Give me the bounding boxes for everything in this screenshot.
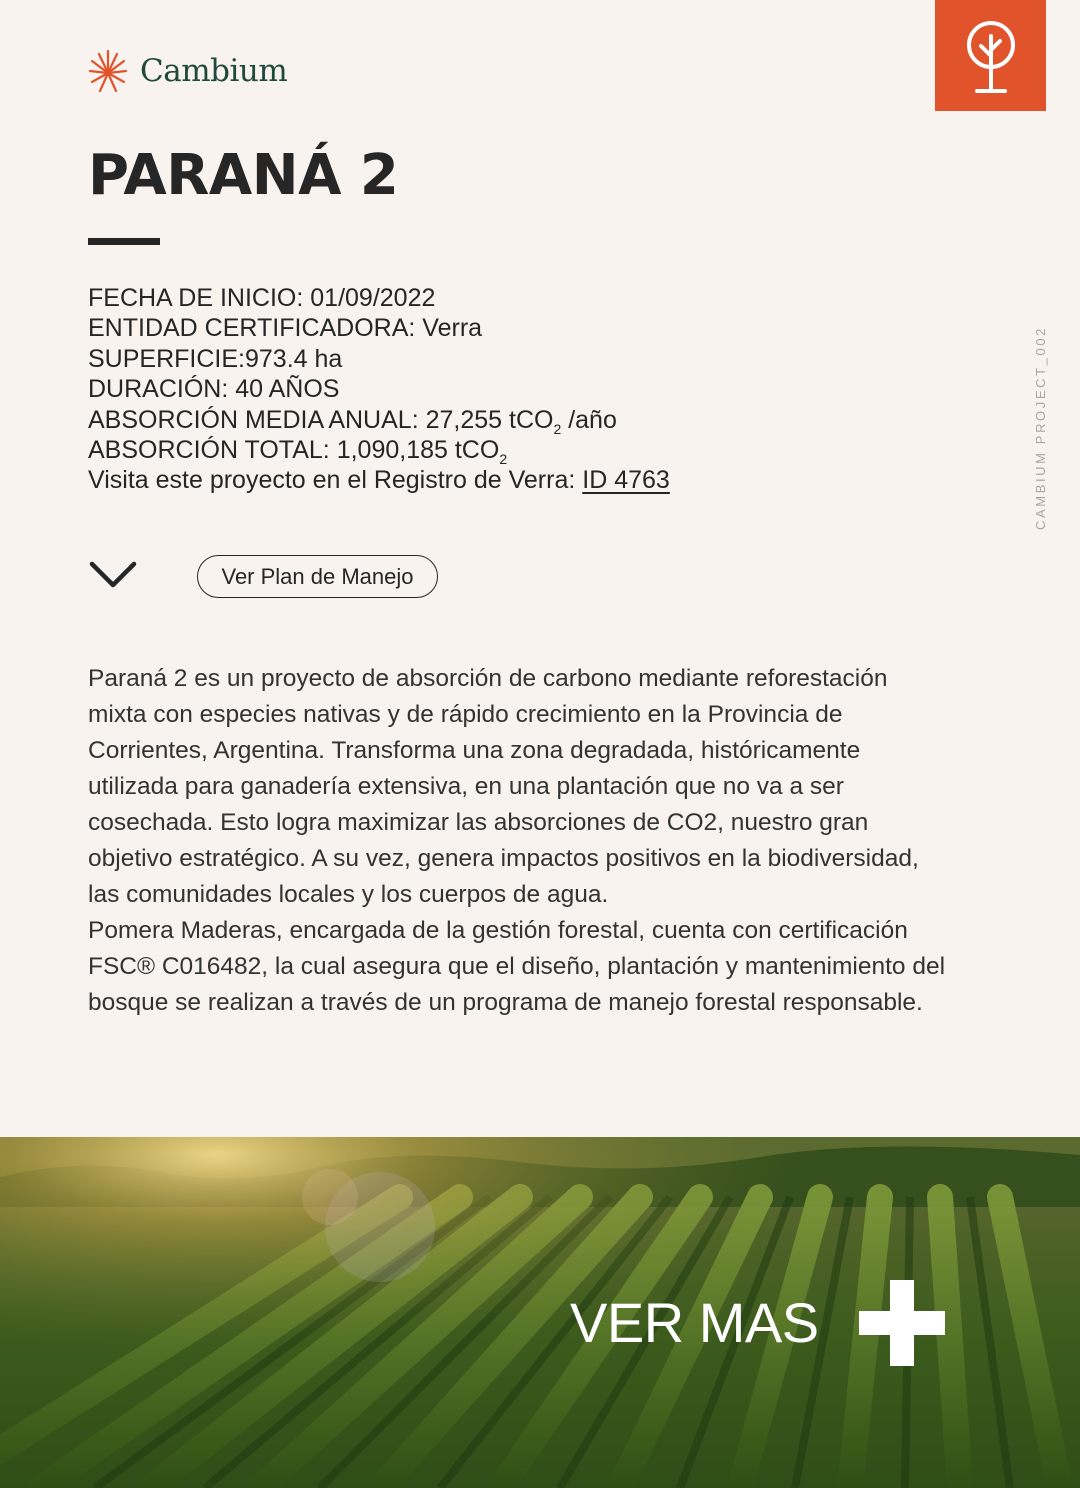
fact-value: 973.4 ha bbox=[244, 344, 343, 373]
fact-duration bbox=[88, 374, 888, 404]
fact-label: ABSORCIÓN MEDIA ANUAL: bbox=[88, 405, 419, 434]
description-paragraph: Paraná 2 es un proyecto de absorción de carbono mediante reforestación mixta con especies nativas y de rápido crecimiento en la Provincia de Corrientes, Argentina. Transforma una zona degradada, históricamente utilizada para ganadería extensiva, en una plantación que no va a ser cosechada. Esto logra maximizar las absorciones de CO2, nuestro gran objetivo estratégico. A su vez, genera impactos positivos en la biodiversidad, las comunidades locales y los cuerpos de agua. bbox=[88, 665, 919, 908]
see-more-button[interactable] bbox=[570, 1280, 945, 1366]
see-more-label: VER MAS bbox=[570, 1291, 819, 1354]
fact-label: SUPERFICIE: bbox=[88, 344, 245, 373]
chevron-down-icon[interactable] bbox=[88, 558, 138, 592]
title-divider bbox=[88, 238, 160, 245]
fact-value: 40 AÑOS bbox=[235, 375, 340, 404]
plus-icon bbox=[859, 1280, 945, 1366]
fact-value: Verra bbox=[422, 314, 483, 343]
project-facts bbox=[88, 283, 888, 496]
brand-name: Cambium bbox=[140, 53, 288, 89]
fact-total-absorption bbox=[88, 435, 888, 465]
fact-subscript: 2 bbox=[553, 420, 562, 437]
fact-certifier bbox=[88, 313, 888, 343]
fact-area bbox=[88, 344, 888, 374]
page-title: PARANÁ 2 bbox=[88, 143, 399, 208]
tree-tile-button[interactable] bbox=[935, 0, 1046, 111]
project-code-label: CAMBIUM PROJECT_002 bbox=[1033, 326, 1048, 530]
fact-subscript: 2 bbox=[499, 450, 508, 467]
fact-annual-absorption bbox=[88, 405, 888, 435]
fact-value: 1,090,185 tCO bbox=[336, 435, 500, 464]
fact-value: 27,255 tCO bbox=[425, 405, 554, 434]
fact-label: DURACIÓN: bbox=[88, 375, 229, 404]
description-paragraph: Pomera Maderas, encargada de la gestión forestal, cuenta con certificación FSC® C016482, la cual asegura que el diseño, plantación y mantenimiento del bosque se realizan a través de un programa de manejo forestal responsable. bbox=[88, 917, 946, 1016]
project-description bbox=[88, 661, 948, 1021]
fact-start-date bbox=[88, 283, 888, 313]
fact-unit: /año bbox=[568, 405, 617, 434]
fact-value: 01/09/2022 bbox=[310, 284, 436, 312]
fact-label: ABSORCIÓN TOTAL: bbox=[88, 435, 330, 464]
sunburst-logo-icon bbox=[88, 46, 128, 96]
fact-label: FECHA DE INICIO: bbox=[88, 284, 304, 312]
tree-icon bbox=[963, 18, 1019, 94]
registry-text: Visita este proyecto en el Registro de Verra: bbox=[88, 466, 576, 495]
fact-registry bbox=[88, 465, 888, 495]
management-plan-button[interactable]: Ver Plan de Manejo bbox=[197, 555, 438, 598]
fact-label: ENTIDAD CERTIFICADORA: bbox=[88, 314, 416, 343]
registry-link[interactable]: ID 4763 bbox=[582, 466, 670, 495]
brand-logo[interactable] bbox=[88, 46, 287, 96]
